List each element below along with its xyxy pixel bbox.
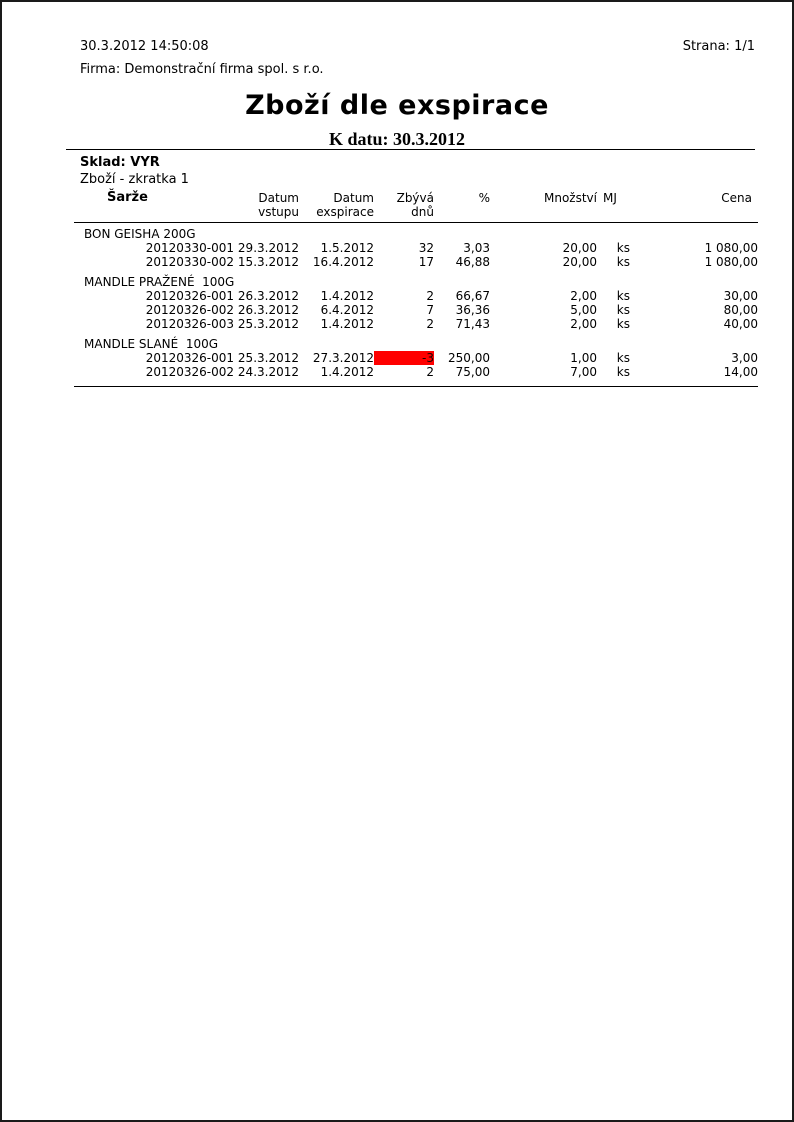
cell-date-in: 26.3.2012 <box>237 289 299 303</box>
cell-quantity: 20,00 <box>562 241 597 255</box>
batch-row <box>74 241 758 255</box>
cell-quantity: 1,00 <box>570 351 597 365</box>
batch-row <box>74 255 758 269</box>
group-header-row <box>74 269 758 289</box>
group-header-row <box>74 223 758 242</box>
group-name: MANDLE SLANÉ 100G <box>84 337 219 351</box>
cell-price: 30,00 <box>723 289 758 303</box>
cell-date-exp: 16.4.2012 <box>312 255 374 269</box>
batch-row <box>74 365 758 379</box>
grouping-label: Zboží - zkratka 1 <box>80 172 189 187</box>
printed-timestamp: 30.3.2012 14:50:08 <box>80 39 209 54</box>
cell-date-exp: 1.4.2012 <box>320 365 374 379</box>
cell-unit: ks <box>616 351 630 365</box>
col-header-batch: Šarže <box>74 191 234 223</box>
table-header-row <box>74 191 758 223</box>
cell-unit: ks <box>616 303 630 317</box>
cell-date-in: 15.3.2012 <box>237 255 299 269</box>
batch-row <box>74 351 758 365</box>
group-header-row <box>74 331 758 351</box>
cell-date-in: 26.3.2012 <box>237 303 299 317</box>
col-header-date-in: Datum vstupu <box>234 191 299 223</box>
cell-date-in: 24.3.2012 <box>237 365 299 379</box>
group-name: BON GEISHA 200G <box>84 227 196 241</box>
cell-date-in: 25.3.2012 <box>237 317 299 331</box>
warehouse-label: Sklad: VYR <box>80 155 160 170</box>
cell-quantity: 5,00 <box>570 303 597 317</box>
cell-price: 80,00 <box>723 303 758 317</box>
cell-quantity: 20,00 <box>562 255 597 269</box>
cell-batch: 20120326-002 <box>145 303 234 317</box>
report-table-wrap <box>74 191 758 387</box>
report-title: Zboží dle exspirace <box>245 90 549 121</box>
cell-percent: 75,00 <box>455 365 490 379</box>
report-subtitle: K datu: 30.3.2012 <box>328 129 465 149</box>
batch-row <box>74 289 758 303</box>
page-number: Strana: 1/1 <box>682 39 755 54</box>
cell-date-exp: 1.5.2012 <box>320 241 374 255</box>
cell-quantity: 2,00 <box>570 317 597 331</box>
cell-percent: 46,88 <box>455 255 490 269</box>
cell-batch: 20120326-001 <box>145 289 234 303</box>
col-header-percent: % <box>434 191 490 223</box>
cell-price: 1 080,00 <box>704 241 758 255</box>
cell-percent: 3,03 <box>463 241 490 255</box>
cell-date-exp: 1.4.2012 <box>320 317 374 331</box>
cell-batch: 20120326-001 <box>145 351 234 365</box>
cell-days-left: 7 <box>426 303 434 317</box>
cell-batch: 20120330-002 <box>145 255 234 269</box>
col-header-unit: MJ <box>597 191 630 223</box>
cell-days-left: 2 <box>426 317 434 331</box>
col-header-price: Cena <box>630 191 758 223</box>
cell-date-in: 25.3.2012 <box>237 351 299 365</box>
col-header-days-left: Zbývá dnů <box>374 191 434 223</box>
cell-price: 40,00 <box>723 317 758 331</box>
expiration-table <box>74 191 758 379</box>
cell-date-in: 29.3.2012 <box>237 241 299 255</box>
cell-quantity: 7,00 <box>570 365 597 379</box>
cell-batch: 20120326-003 <box>145 317 234 331</box>
cell-days-left: 2 <box>426 289 434 303</box>
cell-date-exp: 6.4.2012 <box>320 303 374 317</box>
batch-row <box>74 317 758 331</box>
cell-percent: 250,00 <box>448 351 490 365</box>
cell-price: 14,00 <box>723 365 758 379</box>
cell-days-left: 17 <box>418 255 434 269</box>
cell-quantity: 2,00 <box>570 289 597 303</box>
cell-batch: 20120330-001 <box>145 241 234 255</box>
cell-percent: 71,43 <box>455 317 490 331</box>
report-meta-row <box>80 39 755 55</box>
cell-price: 1 080,00 <box>704 255 758 269</box>
col-header-quantity: Množství <box>490 191 597 223</box>
cell-unit: ks <box>616 365 630 379</box>
report-table-body <box>74 223 758 380</box>
cell-days-left-expired-highlight: -3 <box>374 351 434 365</box>
cell-unit: ks <box>616 241 630 255</box>
cell-batch: 20120326-002 <box>145 365 234 379</box>
cell-days-left: 2 <box>426 365 434 379</box>
cell-date-exp: 27.3.2012 <box>312 351 374 365</box>
cell-unit: ks <box>616 255 630 269</box>
header-divider <box>66 149 755 150</box>
group-name: MANDLE PRAŽENÉ 100G <box>84 275 235 289</box>
cell-days-left: 32 <box>418 241 434 255</box>
cell-date-exp: 1.4.2012 <box>320 289 374 303</box>
cell-unit: ks <box>616 317 630 331</box>
cell-percent: 66,67 <box>455 289 490 303</box>
cell-price: 3,00 <box>731 351 758 365</box>
company-name: Firma: Demonstrační firma spol. s r.o. <box>80 62 324 77</box>
cell-unit: ks <box>616 289 630 303</box>
batch-row <box>74 303 758 317</box>
cell-percent: 36,36 <box>455 303 490 317</box>
col-header-date-exp: Datum exspirace <box>299 191 374 223</box>
